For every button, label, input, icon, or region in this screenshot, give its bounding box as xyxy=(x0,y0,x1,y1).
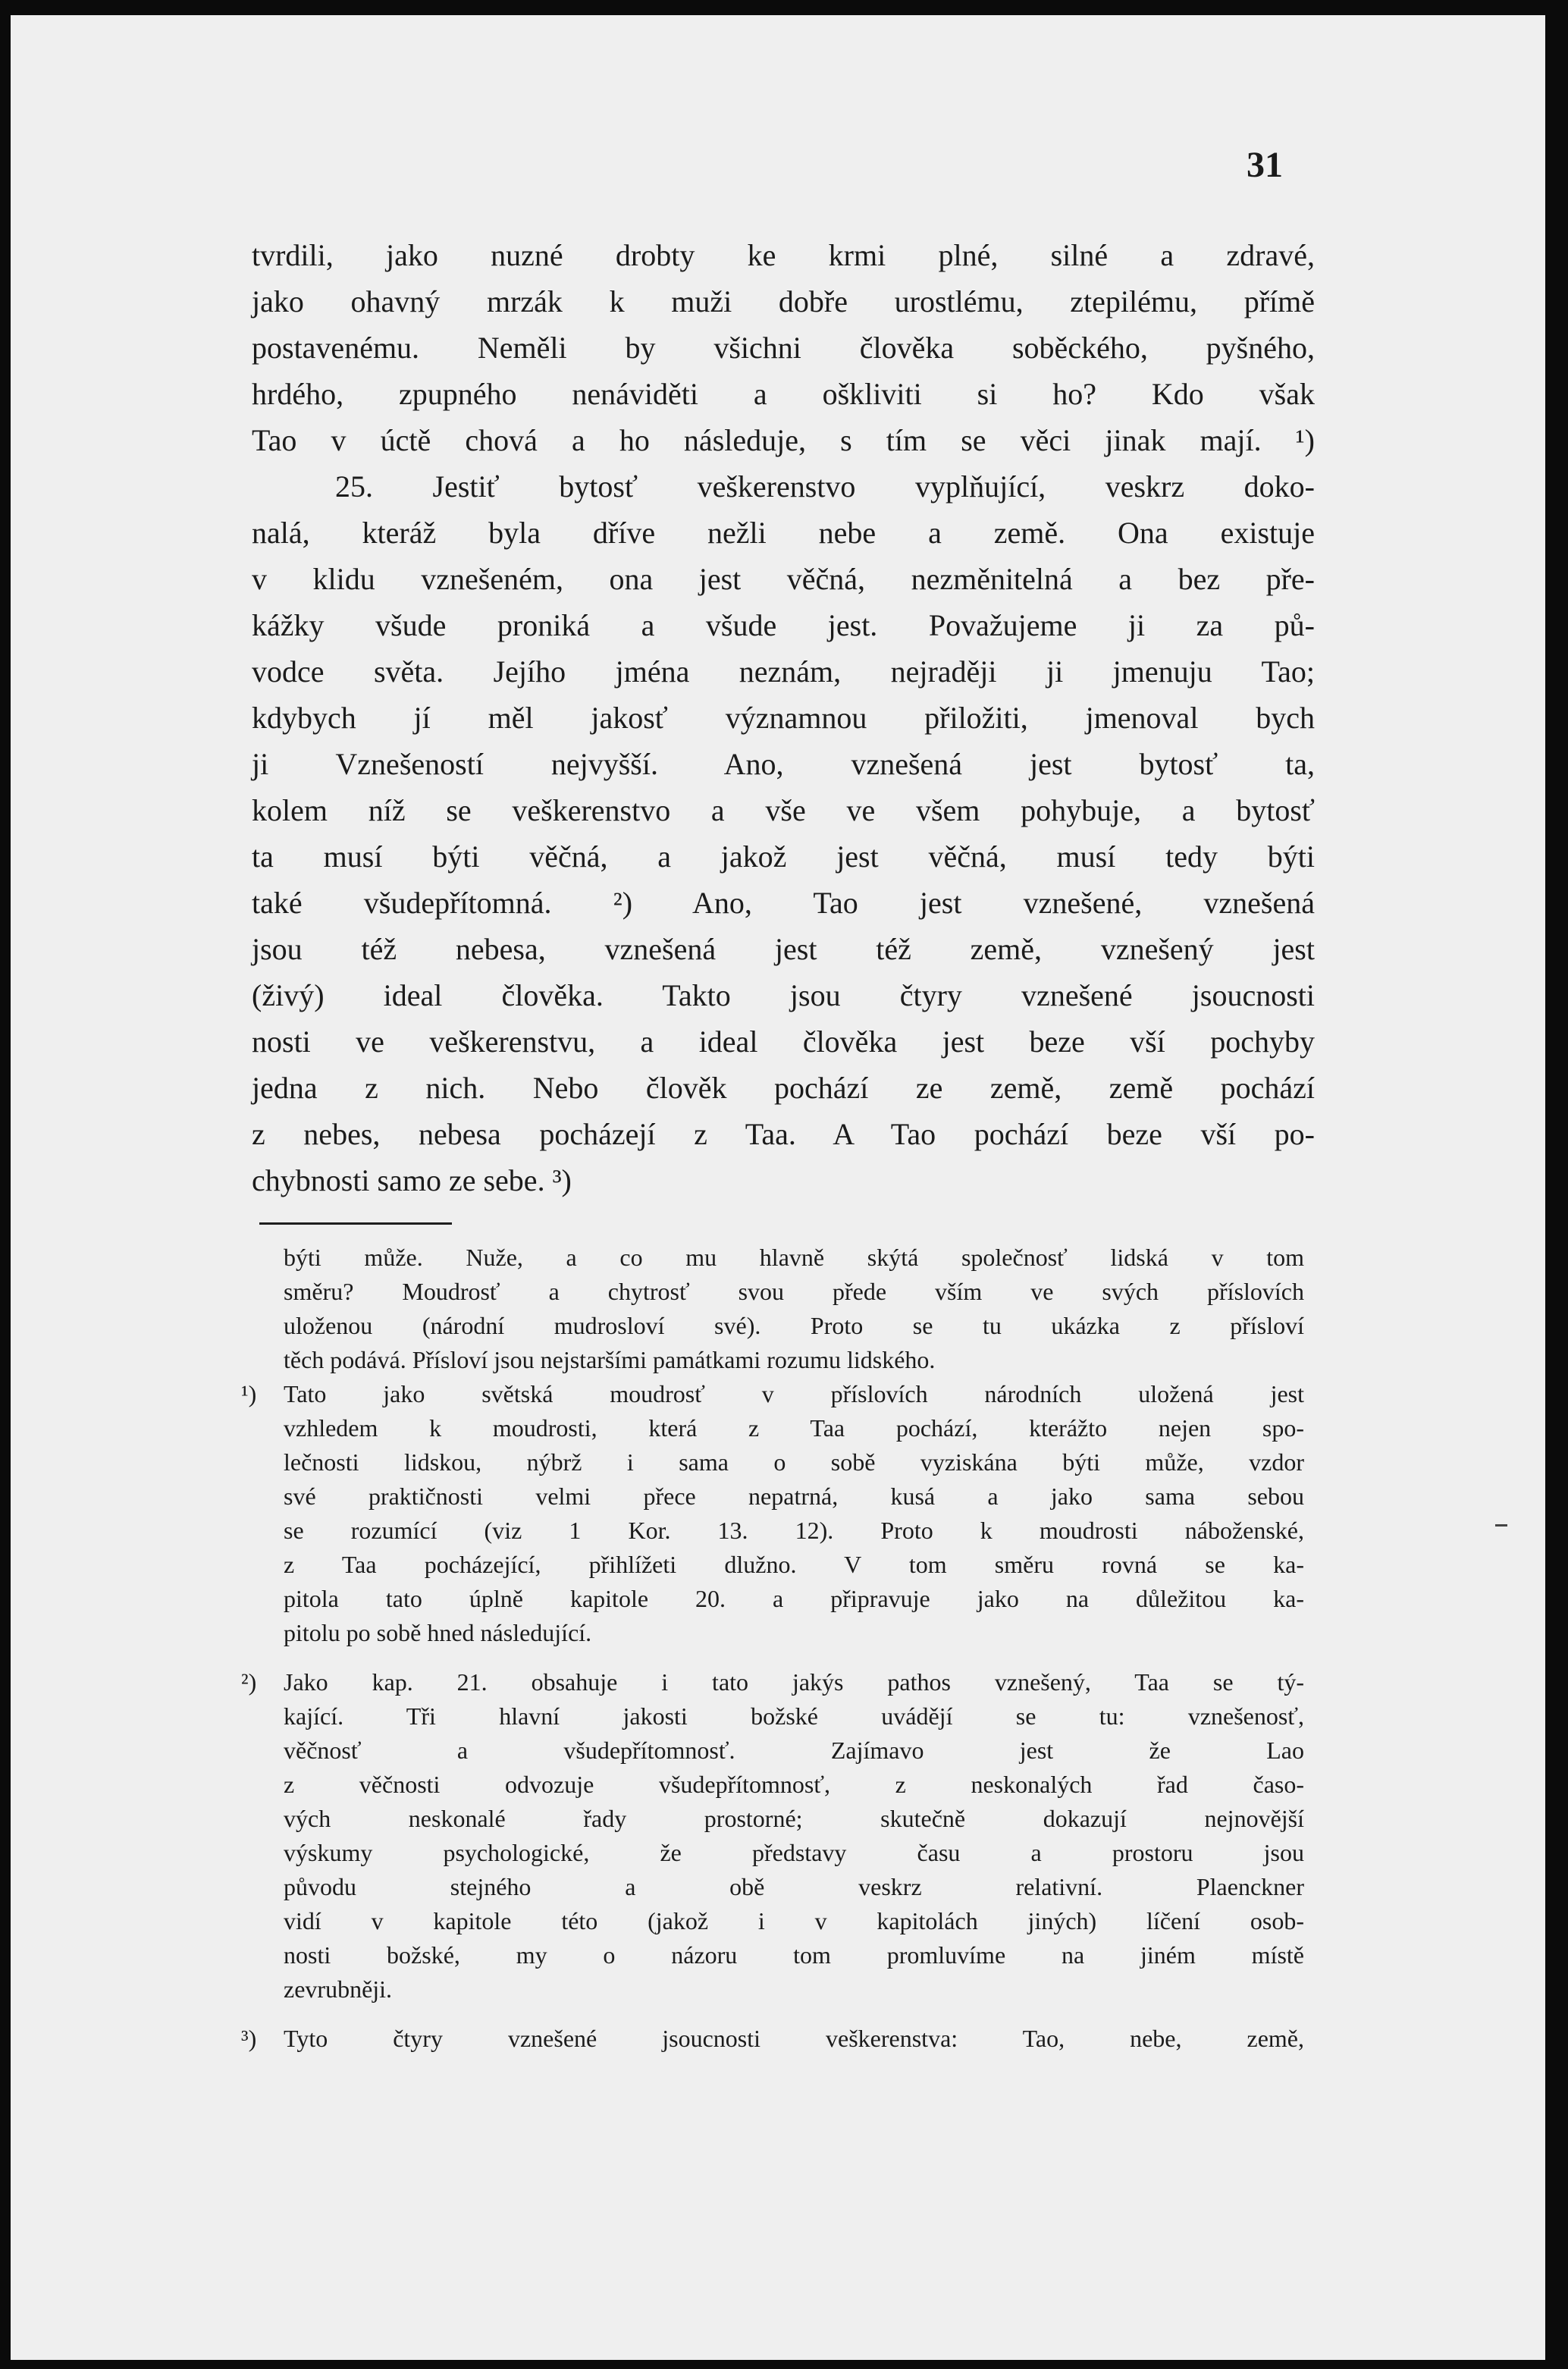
text-line: jedna z nich. Nebo člověk pochází ze země, země pochází xyxy=(252,1071,1315,1105)
footnote-3 xyxy=(241,2022,1304,2056)
footnote-line: uloženou (národní mudrosloví své). Proto se tu ukázka z přísloví xyxy=(284,1312,1304,1339)
footnote-line: těch podává. Přísloví jsou nejstaršími památkami rozumu lidského. xyxy=(284,1346,936,1373)
footnote-marker: ³) xyxy=(241,2025,257,2052)
footnote-2 xyxy=(241,1665,1304,2007)
footnote-line: lečnosti lidskou, nýbrž i sama o sobě vyziskána býti může, vzdor xyxy=(284,1448,1304,1476)
footnote-line: vých neskonalé řady prostorné; skutečně dokazují nejnovější xyxy=(284,1805,1304,1832)
footnote-1 xyxy=(241,1377,1304,1650)
footnote-marker: ¹) xyxy=(241,1380,257,1407)
text-line: hrdého, zpupného nenáviděti a oškliviti si ho? Kdo však xyxy=(252,377,1315,411)
footnote-separator xyxy=(259,1222,452,1225)
text-line: také všudepřítomná. ²) Ano, Tao jest vznešené, vznešená xyxy=(252,886,1315,920)
footnote-line: vzhledem k moudrosti, která z Taa pochází, kterážto nejen spo- xyxy=(284,1414,1304,1442)
footnote-line: směru? Moudrosť a chytrosť svou přede vším ve svých příslovích xyxy=(284,1278,1304,1305)
text-line: postavenému. Neměli by všichni člověka soběckého, pyšného, xyxy=(252,331,1315,365)
footnote-line: své praktičnosti velmi přece nepatrná, kusá a jako sama sebou xyxy=(284,1483,1304,1510)
footnote-line: zevrubněji. xyxy=(284,1975,393,2003)
footnotes-block xyxy=(241,1241,1304,2056)
footnote-line: z Taa pocházející, přihlížeti dlužno. V tom směru rovná se ka- xyxy=(284,1551,1304,1578)
text-line: v klidu vznešeném, ona jest věčná, nezměnitelná a bez pře- xyxy=(252,562,1315,596)
footnote-line: býti může. Nuže, a co mu hlavně skýtá společnosť lidská v tom xyxy=(284,1244,1304,1271)
footnote-line: pitolu po sobě hned následující. xyxy=(284,1619,592,1646)
text-line: kolem níž se veškerenstvo a vše ve všem pohybuje, a bytosť xyxy=(252,793,1315,827)
footnote-marker: ²) xyxy=(241,1668,257,1696)
text-line: kážky všude proniká a všude jest. Považujeme ji za pů- xyxy=(252,608,1315,642)
text-line: ji Vznešeností nejvyšší. Ano, vznešená jest bytosť ta, xyxy=(252,747,1315,781)
text-line: kdybych jí měl jakosť významnou přiložiti, jmenoval bych xyxy=(252,701,1315,735)
text-line: vodce světa. Jejího jména neznám, nejraději ji jmenuju Tao; xyxy=(252,654,1315,689)
footnote-line: výskumy psychologické, že představy času a prostoru jsou xyxy=(284,1839,1304,1866)
text-line: jsou též nebesa, vznešená jest též země, vznešený jest xyxy=(252,932,1315,966)
paragraph-start-line: 25. Jestiť bytosť veškerenstvo vyplňující, veskrz doko- xyxy=(335,469,1315,504)
footnote-line: se rozumící (viz 1 Kor. 13. 12). Proto k moudrosti náboženské, xyxy=(284,1517,1304,1544)
footnote-line: z věčnosti odvozuje všudepřítomnosť, z neskonalých řad časo- xyxy=(284,1771,1304,1798)
text-line: Tao v úctě chová a ho následuje, s tím se věci jinak mají. ¹) xyxy=(252,423,1315,457)
footnote-line: vidí v kapitole této (jakož i v kapitolách jiných) líčení osob- xyxy=(284,1907,1304,1934)
book-page xyxy=(11,15,1545,2360)
text-line: jako ohavný mrzák k muži dobře urostlému, ztepilému, přímě xyxy=(252,284,1315,318)
footnote-line: kající. Tři hlavní jakosti božské uvádějí se tu: vznešenosť, xyxy=(284,1702,1304,1730)
footnote-line: pitola tato úplně kapitole 20. a připravuje jako na důležitou ka- xyxy=(284,1585,1304,1612)
footnote-line: původu stejného a obě veskrz relativní. Plaenckner xyxy=(284,1873,1304,1900)
text-line: nosti ve veškerenstvu, a ideal člověka jest beze vší pochyby xyxy=(252,1024,1315,1059)
footnote-line: Tyto čtyry vznešené jsoucnosti veškerenstva: Tao, nebe, země, xyxy=(284,2025,1304,2052)
footnote-line: Tato jako světská moudrosť v příslovích národních uložená jest xyxy=(284,1380,1304,1407)
footnote-continuation xyxy=(284,1241,1304,1377)
footnote-line: nosti božské, my o názoru tom promluvíme na jiném místě xyxy=(284,1941,1304,1969)
page-number: 31 xyxy=(1247,145,1283,185)
text-line: ta musí býti věčná, a jakož jest věčná, musí tedy býti xyxy=(252,839,1315,874)
text-line: z nebes, nebesa pocházejí z Taa. A Tao pochází beze vší po- xyxy=(252,1117,1315,1151)
text-line-last: chybnosti samo ze sebe. ³) xyxy=(252,1163,572,1197)
footnote-line: věčnosť a všudepřítomnosť. Zajímavo jest že Lao xyxy=(284,1737,1304,1764)
text-line: (živý) ideal člověka. Takto jsou čtyry vznešené jsoucnosti xyxy=(252,978,1315,1012)
text-line: nalá, kteráž byla dříve nežli nebe a země. Ona existuje xyxy=(252,516,1315,550)
text-line: tvrdili, jako nuzné drobty ke krmi plné, silné a zdravé, xyxy=(252,238,1315,272)
margin-mark xyxy=(1495,1524,1507,1527)
footnote-line: Jako kap. 21. obsahuje i tato jakýs pathos vznešený, Taa se tý- xyxy=(284,1668,1304,1696)
main-text-block xyxy=(252,232,1315,1203)
